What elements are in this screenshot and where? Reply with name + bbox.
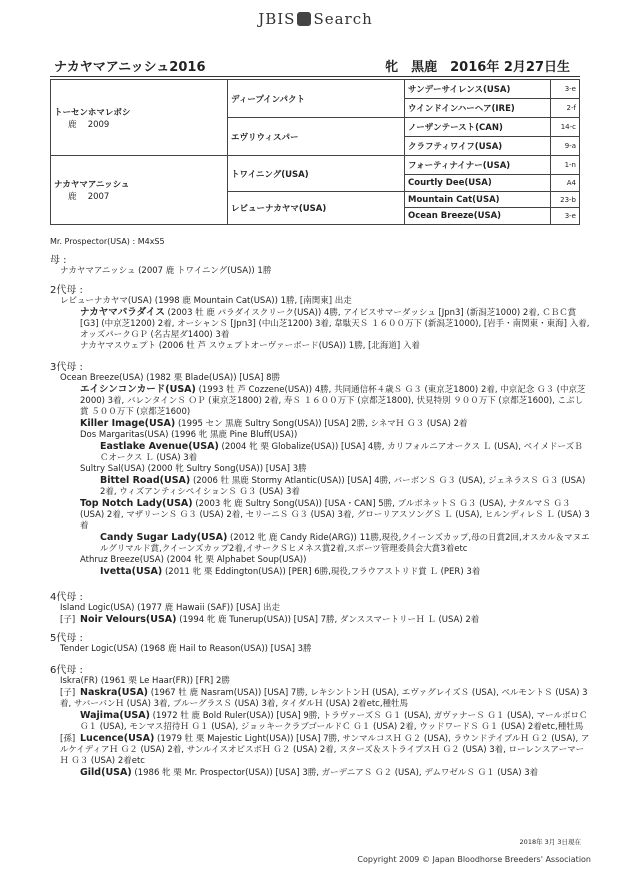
sire-sub: 鹿 2009 [68, 119, 110, 130]
g3-code: 2-f [551, 99, 580, 118]
gen3-offspring: Athruz Breeze(USA) (2004 牝 栗 Alphabet Soup(USA)) [80, 555, 307, 565]
offspring-name[interactable]: Eastlake Avenue(USA) [100, 441, 219, 452]
gen2-offspring: ナカヤマスウェプト (2006 牡 芦 スウェプトオーヴァーボード(USA)) 1勝, [北海道] 入着 [80, 341, 420, 351]
gen3-offspring [50, 475, 590, 498]
relation-mark: [子] [60, 688, 76, 698]
gen5-line: Tender Logic(USA) (1968 鹿 Hail to Reason(USA)) [USA] 3勝 [60, 644, 312, 654]
gen6-offspring [50, 733, 590, 767]
gen3-label: 3代母 : [50, 362, 83, 373]
offspring-detail: (1995 セン 黒鹿 Sultry Song(USA)) [USA] 2勝, シネマＨ Ｇ３ (USA) 2着 [177, 419, 468, 429]
gen3-offspring: Dos Margaritas(USA) (1996 牝 黒鹿 Pine Bluff(USA)) [80, 430, 298, 440]
offspring-detail: (2003 牡 鹿 パラダイスクリーク(USA)) 4勝, アイビスサマーダッシュ [Jpn3] (新潟芝1000) 2着, ＣＢＣ賞 [G3] (中京芝1200) 2着, オーシャンＳ [Jpn3] (中山芝1200) 3着, 韋駄天Ｓ １６００万下 (新潟芝1000), [岩手・南関東・東海] 入着,オッズパークＧＰ (名古屋ダ1400) 3着 [80, 308, 590, 340]
relation-mark: [子] [60, 615, 76, 625]
offspring-detail: (2006 牡 黒鹿 Stormy Atlantic(USA)) [USA] 4勝, バーボンＳ Ｇ３ (USA), ジェネラスＳ Ｇ３ (USA) 2着, ウィズアンティシペイションＳ Ｇ３ (USA) 3着 [100, 476, 586, 497]
sire-name: トーセンホマレボシ [54, 107, 131, 118]
gen3-offspring [50, 566, 590, 578]
gen5-label: 5代母 : [50, 633, 83, 644]
offspring-detail: (2012 牝 鹿 Candy Ride(ARG)) 11勝,現役,クイーンズカップ,母の日賞2回,オスカル＆マヌエルグリマルド賞,クイーンズカップ2着,イサークＳヒメネス賞2着,スポーツ管理委員会大賞3着etc [100, 533, 590, 554]
dam-name: ナカヤマアニッシュ [54, 180, 130, 191]
gen3-offspring [50, 498, 590, 532]
gen6-offspring [50, 767, 590, 779]
gen6-offspring [50, 687, 590, 710]
offspring-name[interactable]: Ivetta(USA) [100, 566, 163, 577]
dam-dam: レビューナカヤマ(USA) [228, 191, 405, 224]
offspring-name[interactable]: Top Notch Lady(USA) [80, 498, 193, 509]
g3-code: 3-e [551, 80, 580, 99]
jbis-search-logo[interactable] [0, 10, 631, 28]
gen4-label: 4代母 : [50, 592, 83, 603]
gen3-section [50, 362, 590, 578]
gen2-section [50, 285, 590, 352]
g3-name: Mountain Cat(USA) [405, 191, 551, 208]
g3-code: 3-e [551, 208, 580, 225]
offspring-name[interactable]: Noir Velours(USA) [80, 614, 177, 625]
offspring-detail: (1986 牝 栗 Mr. Prospector(USA)) [USA] 3勝, ガーデニアＳ Ｇ２ (USA), デムワゼルＳ Ｇ１ (USA) 3着 [134, 768, 539, 778]
logo-right-text: Search [313, 10, 373, 28]
offspring-detail: (1993 牡 芦 Cozzene(USA)) 4勝, 共同通信杯４歳Ｓ Ｇ３ (東京芝1800) 2着, 中京記念 Ｇ３ (中京芝2000) 3着, バレンタインＳ ＯＰ (東京芝1800) 2着, 寿Ｓ １６００万下 (京都芝1800), 伏見特別 ９００万下 (京都芝1600), こぶし賞 ５００万下 (京都芝1600) [80, 385, 586, 417]
g3-name: Ocean Breeze(USA) [405, 208, 551, 225]
sire-dam: エヴリウィスパー [228, 118, 405, 156]
dam-cell [51, 156, 228, 225]
horse-info: 牝 黒鹿 2016年 2月27日生 [385, 60, 570, 75]
offspring-name[interactable]: Killer Image(USA) [80, 418, 176, 429]
offspring-detail: (1967 牡 鹿 Nasram(USA)) [USA] 7勝, レキシントンＨ (USA), エヴァグレイズＳ (USA), ベルモントＳ (USA) 3着, サバーバンＨ (USA) 3着, ブルーグラスＳ (USA) 3着, タイダルＨ (USA) 2着etc,種牡馬 [60, 688, 588, 709]
offspring-detail: (2011 牝 栗 Eddington(USA)) [PER] 6勝,現役,フラウアストリド賞 Ｌ (PER) 3着 [164, 567, 481, 577]
gen6-label: 6代母 : [50, 665, 83, 676]
g3-code: 9-a [551, 137, 580, 156]
gen6-section [50, 665, 590, 779]
g3-name: ノーザンテースト(CAN) [405, 118, 551, 137]
offspring-name[interactable]: Bittel Road(USA) [100, 475, 191, 486]
g3-code: 1-n [551, 156, 580, 175]
g3-name: サンデーサイレンス(USA) [405, 80, 551, 99]
offspring-detail: (2004 牝 栗 Globalize(USA)) [USA] 4勝, カリフォルニアオークス Ｌ (USA), ベイメドーズＢＣオークス Ｌ (USA) 3着 [100, 442, 583, 463]
logo-left-text: JBIS [258, 10, 296, 28]
gen2-label: 2代母 : [50, 285, 83, 296]
g3-name: ウインドインハーヘア(IRE) [405, 99, 551, 118]
g3-name: フォーティナイナー(USA) [405, 156, 551, 175]
inbreeding-cross: Mr. Prospector(USA) : M4xS5 [50, 237, 165, 246]
gen3-offspring [50, 532, 590, 555]
gen3-offspring [50, 384, 590, 418]
as-of-date: 2018年 3月 3日現在 [519, 838, 581, 846]
sire-cell [51, 80, 228, 156]
g3-code: 23-b [551, 191, 580, 208]
dam-sire: トワイニング(USA) [228, 156, 405, 192]
gen3-offspring: Sultry Sal(USA) (2000 牝 Sultry Song(USA)) [USA] 3勝 [80, 464, 307, 474]
offspring-detail: (1994 牝 鹿 Tunerup(USA)) [USA] 7勝, ダンススマートリーＨ Ｌ (USA) 2着 [179, 615, 480, 625]
offspring-name[interactable]: ナカヤマパラダイス [80, 307, 165, 318]
dam-sub: 鹿 2007 [68, 192, 110, 203]
g3-name: Courtly Dee(USA) [405, 175, 551, 192]
offspring-detail: (2003 牝 鹿 Sultry Song(USA)) [USA・CAN] 5勝, ブルボネットＳ Ｇ３ (USA), ナタルマＳ Ｇ３ (USA) 2着, マザリーンＳ Ｇ３ (USA) 2着, セリーニＳ Ｇ３ (USA) 3着, グローリアスソングＳ Ｌ (USA), ヒルンディレＳ Ｌ (USA) 3着 [80, 499, 590, 531]
gen3-offspring [50, 441, 590, 464]
gen4-line: Island Logic(USA) (1977 鹿 Hawaii (SAF)) [USA] 出走 [60, 603, 281, 613]
offspring-name[interactable]: Wajima(USA) [80, 710, 150, 721]
offspring-name[interactable]: Naskra(USA) [80, 687, 149, 698]
gen6-offspring [50, 710, 590, 733]
offspring-name[interactable]: Lucence(USA) [80, 733, 155, 744]
gen1-line: ナカヤマアニッシュ (2007 鹿 トワイニング(USA)) 1勝 [60, 266, 272, 276]
offspring-detail: (1972 牡 鹿 Bold Ruler(USA)) [USA] 9勝, トラヴァーズＳ Ｇ１ (USA), ガヴァナーＳ Ｇ１ (USA), マールボロＣ Ｇ１ (USA), モンマス招待Ｈ Ｇ１ (USA), ジョッキークラブゴールドＣ Ｇ１ (USA) 2着, ウッドワードＳ Ｇ１ (USA) 2着etc,種牡馬 [80, 711, 588, 732]
g3-code: A4 [551, 175, 580, 192]
g3-name: クラフティワイフ(USA) [405, 137, 551, 156]
gen3-line: Ocean Breeze(USA) (1982 栗 Blade(USA)) [USA] 8勝 [60, 373, 281, 383]
copyright-text: Copyright 2009 © Japan Bloodhorse Breeders' Association [357, 855, 591, 864]
offspring-name[interactable]: Candy Sugar Lady(USA) [100, 532, 228, 543]
sire-sire: ディープインパクト [228, 80, 405, 118]
horse-icon [297, 12, 311, 26]
offspring-name[interactable]: Gild(USA) [80, 767, 132, 778]
horse-header [50, 54, 580, 77]
gen2-offspring [50, 307, 590, 341]
pedigree-table [50, 79, 580, 225]
offspring-detail: (1979 牡 栗 Majestic Light(USA)) [USA] 7勝, サンマルコスＨ Ｇ２ (USA), ラウンドテイブルＨ Ｇ２ (USA), アルケイディアＨ Ｇ２ (USA) 2着, サンルイスオビスポＨ Ｇ２ (USA) 2着, スターズ＆ストライプスＨ Ｇ２ (USA) 3着, ローレンスアーマーＨ Ｇ３ (USA) 2着etc [60, 734, 590, 766]
gen1-section [50, 255, 590, 277]
gen6-line: Iskra(FR) (1961 栗 Le Haar(FR)) [FR] 2勝 [60, 676, 230, 686]
gen4-offspring [50, 614, 590, 626]
gen3-offspring [50, 418, 590, 430]
gen1-label: 母 : [50, 255, 67, 266]
gen5-section [50, 633, 590, 655]
horse-name: ナカヤマアニッシュ2016 [54, 60, 206, 75]
gen4-section [50, 592, 590, 626]
gen2-line: レビューナカヤマ(USA) (1998 鹿 Mountain Cat(USA)) 1勝, [南関東] 出走 [60, 296, 352, 306]
relation-mark: [孫] [60, 734, 76, 744]
offspring-name[interactable]: エイシンコンカード(USA) [80, 384, 196, 395]
g3-code: 14-c [551, 118, 580, 137]
